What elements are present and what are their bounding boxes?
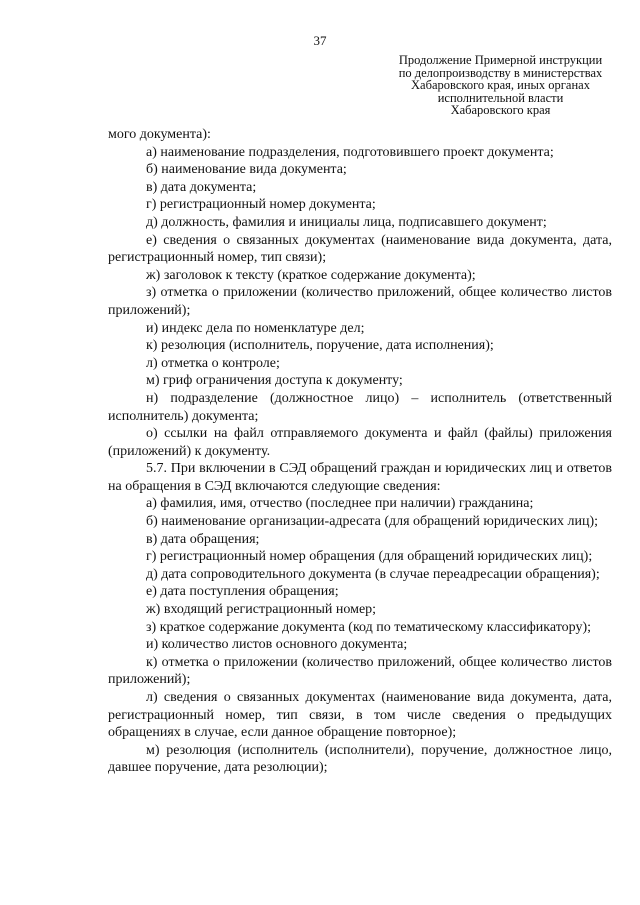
list-item: г) регистрационный номер документа;	[146, 197, 376, 213]
list-item: з) отметка о приложении (количество приложений, общее количество листов приложений);	[108, 285, 612, 318]
list-item: е) сведения о связанных документах (наименование вида документа, дата, регистрационный номер, тип связи);	[108, 232, 612, 266]
header-line: Продолжение Примерной инструкции	[398, 53, 603, 67]
list-item: л) сведения о связанных документах (наименование вида документа, дата, регистрационный номер, тип связи, в том числе сведения о предыдущих обращениях в случае, если данное обращение повторное);	[108, 690, 612, 741]
list-item: о) ссылки на файл отправляемого документа и файл (файлы) приложения (приложений) к документу.	[108, 426, 612, 459]
list-item: б) наименование организации-адресата (для обращений юридических лиц);	[146, 514, 599, 530]
header-line: по делопроизводству в министерствах	[398, 65, 603, 80]
list-item: а) наименование подразделения, подготовившего проект документа;	[146, 144, 554, 160]
list-item: в) дата обращения;	[146, 531, 260, 547]
list-item: 5.7. При включении в СЭД обращений граждан и юридических лиц и ответов на обращения в СЭД включаются следующие сведения:	[108, 461, 612, 494]
list-item: д) дата сопроводительного документа (в случае переадресации обращения);	[146, 566, 600, 582]
list-item: е) дата поступления обращения;	[146, 584, 339, 600]
list-item: к) резолюция (исполнитель, поручение, дата исполнения);	[146, 338, 494, 354]
continuation-header	[388, 54, 613, 117]
header-line: исполнительной власти	[437, 90, 564, 105]
continued-paragraph: мого документа):	[108, 127, 211, 142]
list-item: к) отметка о приложении (количество приложений, общее количество листов приложений);	[108, 654, 612, 688]
list-item: з) краткое содержание документа (код по тематическому классификатору);	[146, 619, 592, 635]
list-item: б) наименование вида документа;	[146, 162, 347, 178]
list-item: м) гриф ограничения доступа к документу;	[146, 373, 403, 389]
list-item: м) резолюция (исполнитель (исполнители), поручение, должностное лицо, давшее поручение, дата резолюции);	[108, 742, 612, 776]
list-item: а) фамилия, имя, отчество (последнее при наличии) гражданина;	[146, 496, 534, 512]
header-line: Хабаровского края	[450, 103, 551, 117]
header-line: Хабаровского края, иных органах	[411, 78, 590, 92]
document-body	[108, 126, 612, 777]
list-item: и) количество листов основного документа;	[146, 637, 408, 653]
list-item: л) отметка о контроле;	[146, 355, 280, 371]
list-item: ж) заголовок к тексту (краткое содержание документа);	[146, 267, 476, 283]
list-item: в) дата документа;	[146, 179, 257, 195]
list-item: и) индекс дела по номенклатуре дел;	[146, 320, 365, 336]
list-item: д) должность, фамилия и инициалы лица, подписавшего документ;	[146, 214, 547, 230]
list-item: н) подразделение (должностное лицо) – исполнитель (ответственный исполнитель) документа;	[108, 390, 612, 424]
list-item: ж) входящий регистрационный номер;	[146, 602, 377, 618]
page-number: 37	[313, 33, 327, 48]
list-item: г) регистрационный номер обращения (для обращений юридических лиц);	[146, 549, 593, 565]
